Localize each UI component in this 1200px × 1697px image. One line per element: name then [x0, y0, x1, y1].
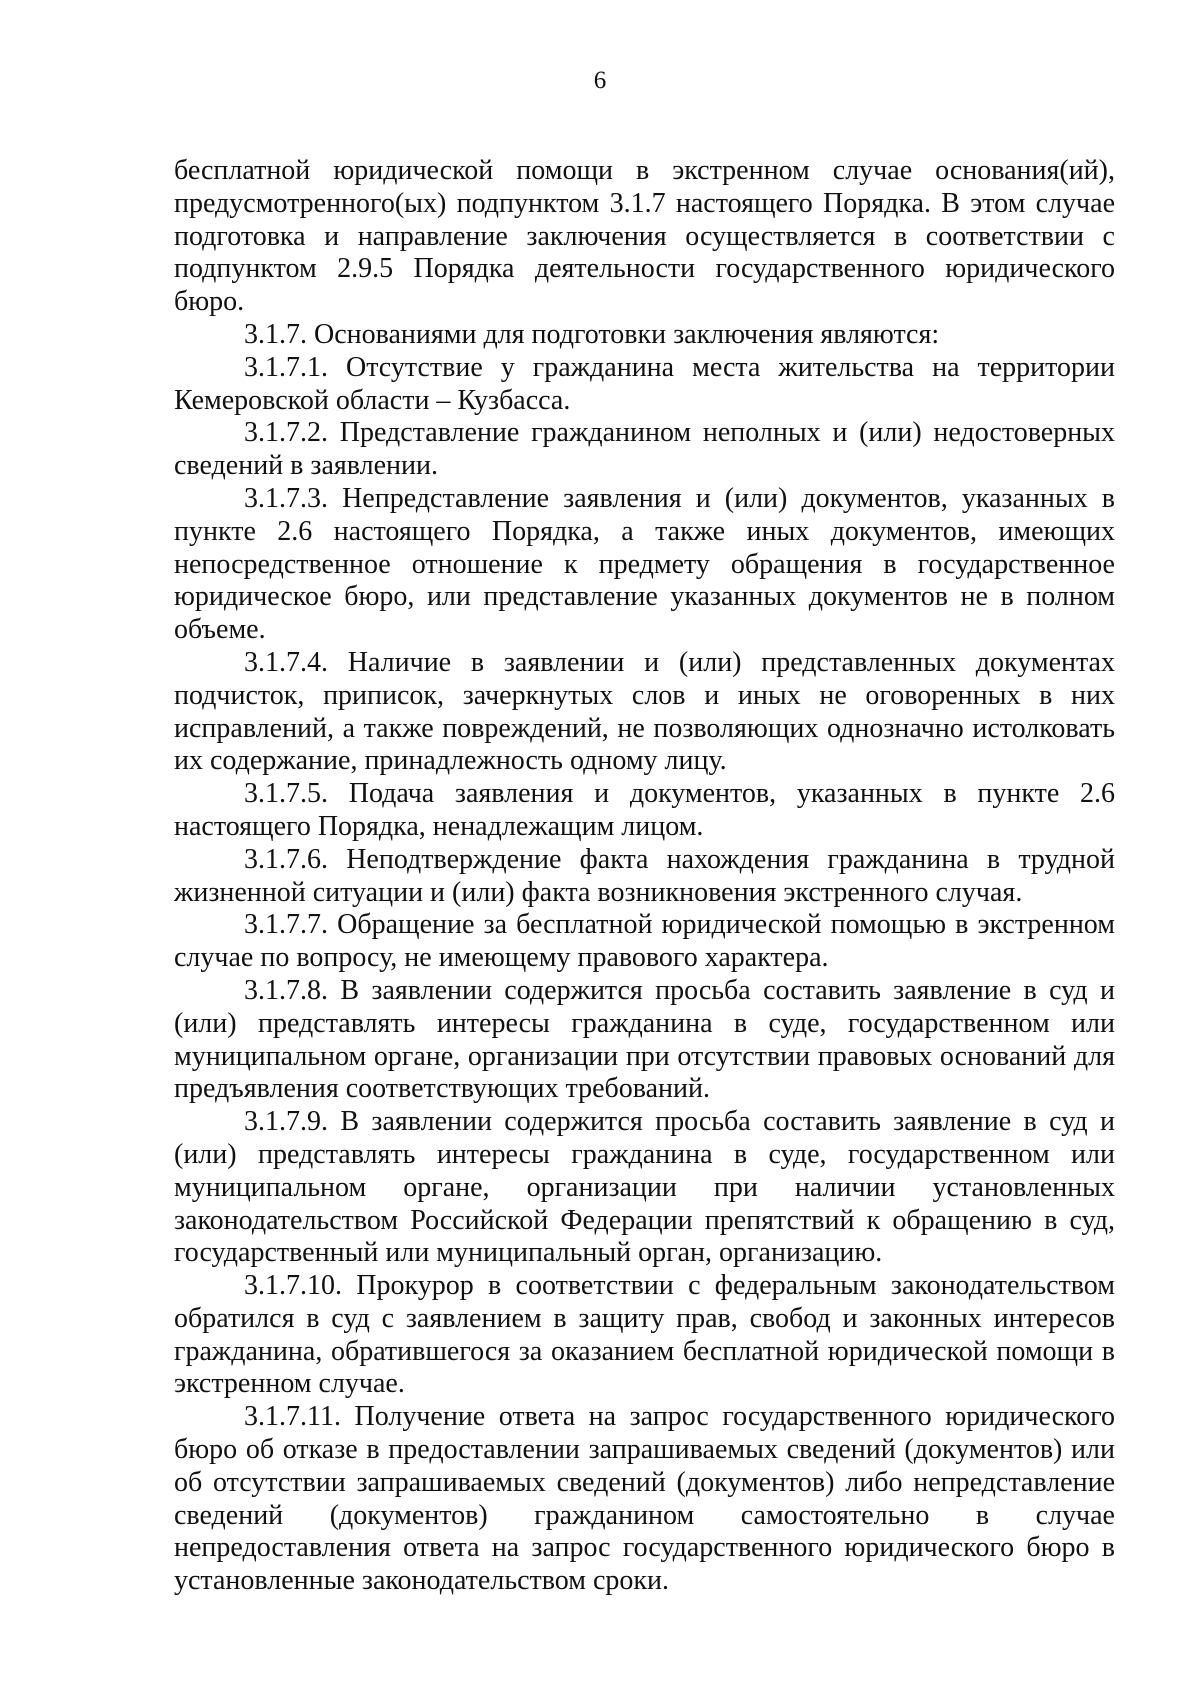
document-body [174, 155, 1115, 1598]
paragraph: 3.1.7.9. В заявлении содержится просьба составить заявление в суд и (или) представлять интересы гражданина в суде, государственном или муниципальном органе, организации при наличии установленных законодательством Российской Федерации препятствий к обращению в суд, государственный или муниципальный орган, организацию. [174, 1106, 1115, 1269]
paragraph: 3.1.7.1. Отсутствие у гражданина места жительства на территории Кемеровской области – Кузбасса. [174, 351, 1115, 416]
paragraph: 3.1.7.7. Обращение за бесплатной юридической помощью в экстренном случае по вопросу, не имеющему правового характера. [174, 909, 1115, 974]
paragraph: 3.1.7.6. Неподтверждение факта нахождения гражданина в трудной жизненной ситуации и (или) факта возникновения экстренного случая. [174, 843, 1115, 908]
paragraph: 3.1.7.11. Получение ответа на запрос государственного юридического бюро об отказе в предоставлении запрашиваемых сведений (документов) или об отсутствии запрашиваемых сведений (документов) либо непредставление сведений (документов) гражданином самостоятельно в случае непредоставления ответа на запрос государственного юридического бюро в установленные законодательством сроки. [174, 1401, 1115, 1597]
paragraph: 3.1.7.10. Прокурор в соответствии с федеральным законодательством обратился в суд с заявлением в защиту прав, свобод и законных интересов гражданина, обратившегося за оказанием бесплатной юридической помощи в экстренном случае. [174, 1270, 1115, 1400]
paragraph: 3.1.7.4. Наличие в заявлении и (или) представленных документах подчисток, приписок, зачеркнутых слов и иных не оговоренных в них исправлений, а также повреждений, не позволяющих однозначно истолковать их содержание, принадлежность одному лицу. [174, 646, 1115, 777]
paragraph: 3.1.7.2. Представление гражданином неполных и (или) недостоверных сведений в заявлении. [174, 417, 1115, 482]
paragraph: 3.1.7.3. Непредставление заявления и (или) документов, указанных в пункте 2.6 настоящего Порядка, а также иных документов, имеющих непосредственное отношение к предмету обращения в государственное юридическое бюро, или представление указанных документов не в полном объеме. [174, 482, 1115, 646]
paragraph: бесплатной юридической помощи в экстренном случае основания(ий), предусмотренного(ых) подпунктом 3.1.7 настоящего Порядка. В этом случае подготовка и направление заключения осуществляется в соответствии с подпунктом 2.9.5 Порядка деятельности государственного юридического бюро. [174, 155, 1115, 318]
paragraph: 3.1.7. Основаниями для подготовки заключения являются: [244, 318, 940, 350]
paragraph: 3.1.7.5. Подача заявления и документов, указанных в пункте 2.6 настоящего Порядка, ненадлежащим лицом. [174, 778, 1115, 842]
page-number: 6 [593, 67, 607, 94]
paragraph: 3.1.7.8. В заявлении содержится просьба составить заявление в суд и (или) представлять интересы гражданина в суде, государственном или муниципальном органе, организации при отсутствии правовых оснований для предъявления соответствующих требований. [174, 974, 1115, 1105]
